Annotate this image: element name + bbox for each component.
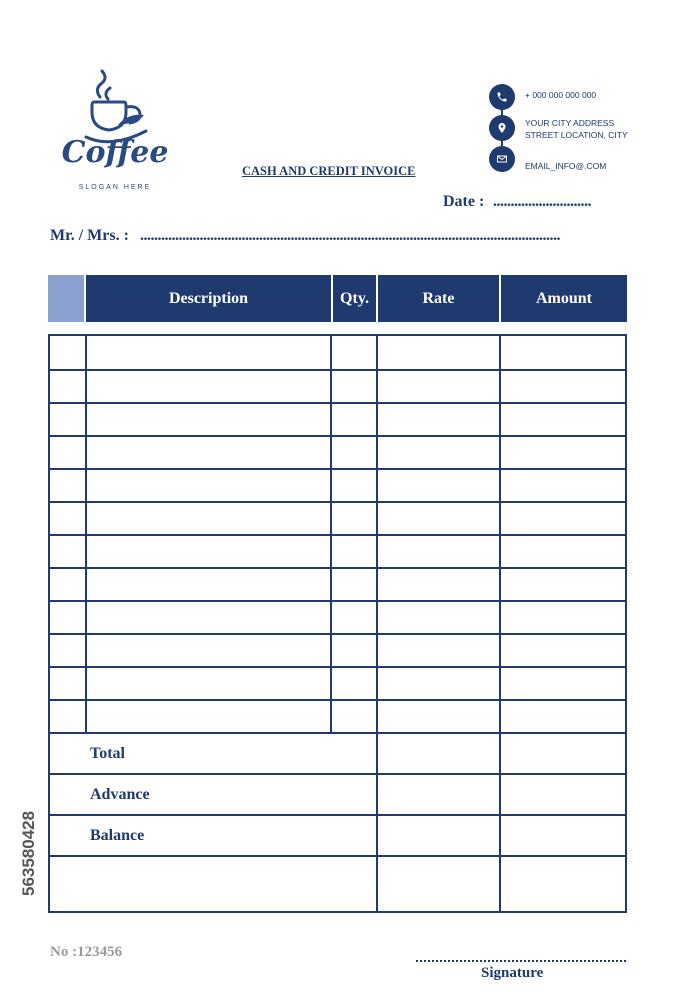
contact-phone: + 000 000 000 000 [525,90,597,100]
row-divider [50,773,625,775]
phone-icon [489,84,515,110]
customer-name-field[interactable]: ........................................................................................................................ [140,227,560,244]
column-header-qty: Qty. [331,275,376,322]
total-label: Total [90,745,125,762]
row-divider [50,369,625,371]
balance-label: Balance [90,827,145,844]
contact-email: EMAIL_INFO@.COM [525,161,607,171]
mail-icon [489,146,515,172]
coffee-cup-icon [58,52,178,192]
row-divider [50,567,625,569]
row-divider [50,600,625,602]
column-divider [499,336,501,913]
row-divider [50,534,625,536]
column-header-rate: Rate [376,275,499,322]
signature-line[interactable] [416,960,626,962]
row-divider [50,435,625,437]
row-divider [50,666,625,668]
signature-label: Signature [481,965,544,981]
stock-id-watermark [6,760,46,900]
row-divider [50,468,625,470]
invoice-title: CASH AND CREDIT INVOICE [242,164,416,178]
row-divider [50,501,625,503]
location-pin-icon [489,115,515,141]
contact-address [525,117,628,141]
row-divider [50,633,625,635]
invoice-table [48,334,627,913]
column-divider [376,336,378,913]
stock-id-text: 563580428 [19,810,38,896]
row-divider [50,699,625,701]
contact-address-line1: YOUR CITY ADDRESS [525,118,615,128]
column-header-description: Description [84,275,331,322]
logo-slogan: SLOGAN HERE [78,184,152,191]
column-header-number [48,275,84,322]
row-divider [50,855,625,857]
date-label: Date : [443,193,485,210]
row-divider [50,814,625,816]
logo-wordmark: Coffee [61,135,169,170]
contact-address-line2: STREET LOCATION, CITY [525,130,628,140]
date-field[interactable]: ............................ [493,193,591,210]
row-divider [50,402,625,404]
customer-name-label: Mr. / Mrs. : [50,227,129,244]
table-header [48,275,627,322]
invoice-number: No :123456 [50,944,123,960]
advance-label: Advance [90,786,150,803]
row-divider [50,732,625,734]
column-header-amount: Amount [499,275,627,322]
